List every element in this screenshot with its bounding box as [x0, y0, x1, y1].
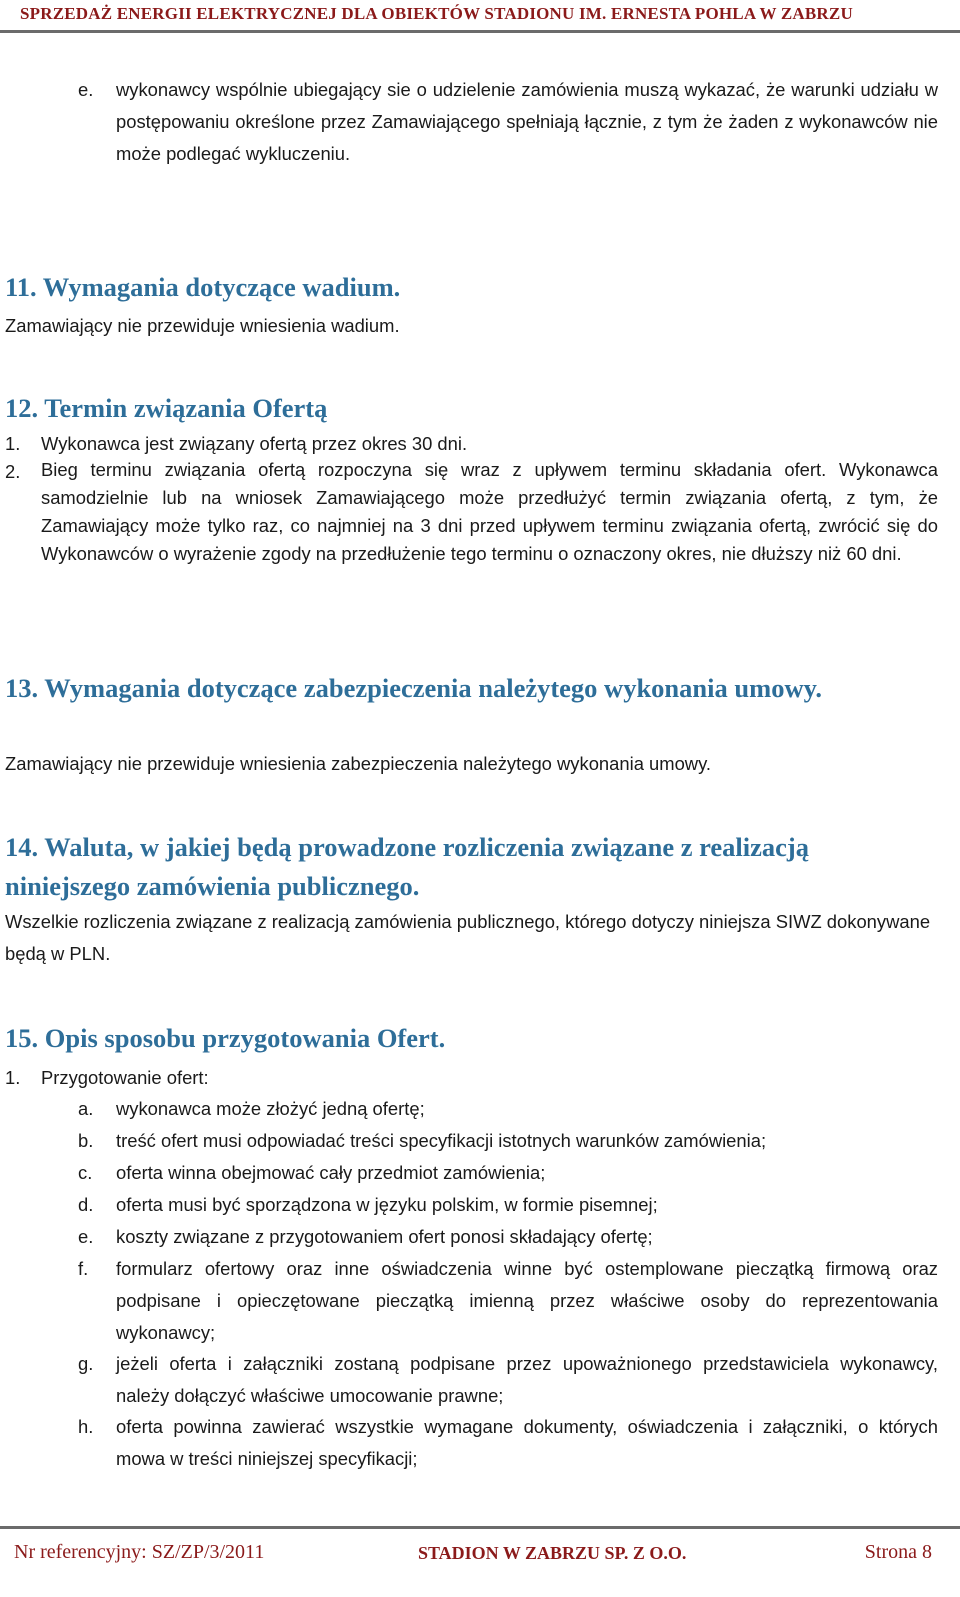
header-title: SPRZEDAŻ ENERGII ELEKTRYCZNEJ DLA OBIEKTÓW STADIONU IM. ERNESTA POHLA W ZABRZU	[20, 4, 853, 23]
section-12-item-1-num: 1.	[5, 433, 21, 454]
section-11-heading: 11. Wymagania dotyczące wadium.	[5, 272, 401, 302]
section-12-item-2-text: Bieg terminu związania ofertą rozpoczyna się wraz z upływem terminu składania ofert. Wykonawca samodzielnie lub na wniosek Zamawiającego może przedłużyć termin związania ofertą, z tym, że Zamawiający może tylko raz, co najmniej na 3 dni przed upływem terminu związania ofertą, zwrócić się do Wykonawców o wyrażenie zgody na przedłużenie tego terminu o oznaczony okres, nie dłuższy niż 60 dni.	[41, 459, 938, 564]
section-14-text: Wszelkie rozliczenia związane z realizacją zamówienia publicznego, którego dotyczy niniejsza SIWZ dokonywane będą w PLN.	[5, 911, 931, 964]
section-13-text: Zamawiający nie przewiduje wniesienia zabezpieczenia należytego wykonania umowy.	[5, 753, 712, 774]
section-14-heading: 14. Waluta, w jakiej będą prowadzone rozliczenia związane z realizacją niniejszego zamówienia publicznego.	[5, 832, 809, 901]
section-12-item-2-num: 2.	[5, 461, 21, 482]
list-item-letter: e.	[78, 1226, 94, 1247]
list-item-text: oferta musi być sporządzona w języku polskim, w formie pisemnej;	[116, 1194, 658, 1215]
page-header	[0, 0, 960, 28]
list-item-letter: b.	[78, 1130, 94, 1151]
footer-company: STADION W ZABRZU SP. Z O.O.	[418, 1543, 687, 1563]
intro-item-text: wykonawcy wspólnie ubiegający sie o udzielenie zamówienia muszą wykazać, że warunki udziału w postępowaniu określone przez Zamawiającego spełniają łącznie, z tym że żaden z wykonawców nie może podlegać wykluczeniu.	[116, 79, 938, 164]
list-item-letter: d.	[78, 1194, 94, 1215]
page-footer	[0, 1526, 960, 1597]
section-15-heading: 15. Opis sposobu przygotowania Ofert.	[5, 1023, 446, 1053]
list-item-text: wykonawca może złożyć jedną ofertę;	[116, 1098, 425, 1119]
section-12-heading: 12. Termin związania Ofertą	[5, 393, 328, 423]
section-15-item-num: 1.	[5, 1067, 21, 1088]
footer-rule	[0, 1526, 960, 1529]
list-item-letter: f.	[78, 1258, 89, 1279]
section-15-item-text: Przygotowanie ofert:	[41, 1067, 209, 1088]
list-item-letter: c.	[78, 1162, 93, 1183]
page-number: Strona 8	[864, 1541, 932, 1563]
section-11-text: Zamawiający nie przewiduje wniesienia wadium.	[5, 315, 400, 336]
list-item-text: oferta powinna zawierać wszystkie wymagane dokumenty, oświadczenia i załączniki, o których mowa w treści niniejszej specyfikacji;	[116, 1416, 938, 1469]
section-13-heading: 13. Wymagania dotyczące zabezpieczenia należytego wykonania umowy.	[5, 673, 823, 703]
list-item-text: oferta winna obejmować cały przedmiot zamówienia;	[116, 1162, 546, 1183]
list-item-letter: g.	[78, 1353, 94, 1374]
list-item-letter: a.	[78, 1098, 94, 1119]
list-item-text: jeżeli oferta i załączniki zostaną podpisane przez upoważnionego przedstawiciela wykonawcy, należy dołączyć właściwe umocowanie prawne;	[116, 1353, 938, 1406]
list-item-text: treść ofert musi odpowiadać treści specyfikacji istotnych warunków zamówienia;	[116, 1130, 767, 1151]
intro-item-letter: e.	[78, 79, 94, 100]
section-12-item-1-text: Wykonawca jest związany ofertą przez okres 30 dni.	[41, 433, 468, 454]
header-rule	[0, 30, 960, 33]
list-item-letter: h.	[78, 1416, 94, 1437]
footer-reference: Nr referencyjny: SZ/ZP/3/2011	[14, 1541, 265, 1563]
list-item-text: koszty związane z przygotowaniem ofert ponosi składający ofertę;	[116, 1226, 653, 1247]
list-item-text: formularz ofertowy oraz inne oświadczenia winne być ostemplowane pieczątką firmową oraz podpisane i opieczętowane pieczątką imienną przez właściwe osoby do reprezentowania wykonawcy;	[116, 1258, 938, 1343]
